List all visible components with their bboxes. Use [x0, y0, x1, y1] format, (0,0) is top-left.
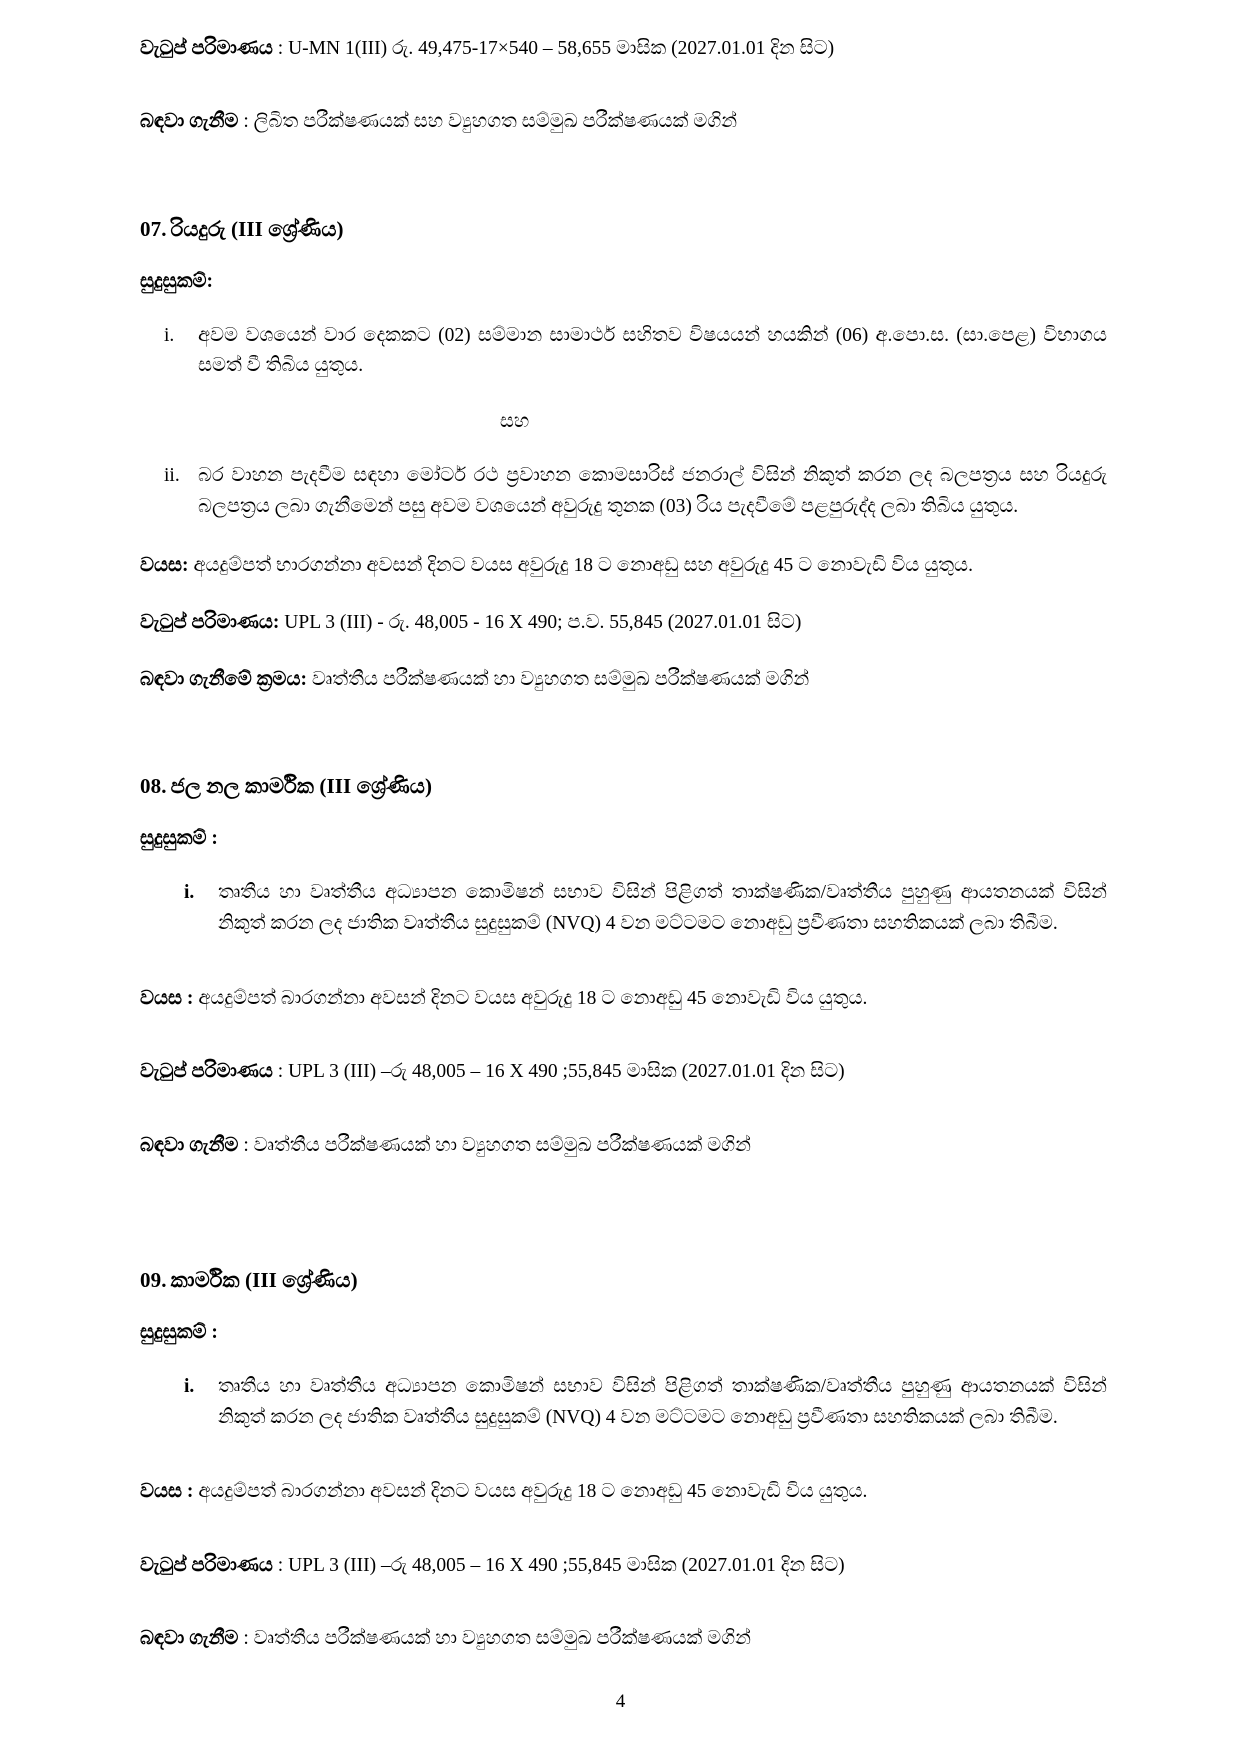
spacer	[140, 1160, 1109, 1240]
section-number-09: 09.	[140, 1267, 167, 1292]
recruitment-line-08	[140, 1131, 1109, 1160]
top-salary-value: : U-MN 1(III) රු. 49,475-17×540 – 58,655 මාසික (2027.01.01 දින සිට)	[272, 38, 835, 59]
section-number-07: 07.	[140, 216, 167, 241]
list-item	[140, 321, 1109, 383]
salary-value-08: : UPL 3 (III) –රු 48,005 – 16 X 490 ;55,845 මාසික (2027.01.01 දින සිට)	[272, 1061, 845, 1083]
spacer	[140, 523, 1109, 551]
spacer	[140, 242, 1109, 270]
section-number-08: 08.	[140, 774, 167, 799]
spacer	[140, 850, 1109, 878]
recruitment-line-07	[140, 665, 1109, 694]
spacer	[140, 1087, 1109, 1131]
qualifications-label-08: සුදුසුකම් :	[140, 828, 218, 850]
list-item	[140, 878, 1109, 940]
qualification-list-07-b	[140, 461, 1109, 523]
qualification-list-07	[140, 321, 1109, 383]
recruitment-label-08: බඳවා ගැනීම	[140, 1134, 239, 1156]
recruitment-value-08: : වෘත්තීය පරීක්ෂණයක් හා ව්‍යුහගත සම්මුඛ පරීක්ෂණයක් මගින්	[238, 1134, 751, 1156]
spacer	[140, 1013, 1109, 1057]
section-heading-08	[140, 774, 1109, 799]
spacer	[140, 940, 1109, 984]
list-marker: i.	[164, 324, 175, 346]
recruitment-value-07: වෘත්තීය පරීක්ෂණයක් හා ව්‍යුහගත සම්මුඛ පරීක්ෂණයක් මගින්	[306, 669, 810, 691]
list-item	[140, 461, 1109, 523]
salary-line-09	[140, 1551, 1109, 1580]
qualification-list-09	[140, 1372, 1109, 1434]
age-label-08: වයස :	[140, 988, 194, 1010]
list-text: බර වාහන පැදවීම සඳහා මෝටර් රථ ප්‍රවාහන කොමසාරිස් ජනරාල් විසින් නිකුත් කරන ලද බලපත්‍රය සහ රියදුරු බලපත්‍රය ලබා ගැනීමෙන් පසු අවම වශයෙන් අවුරුදු තුනක (03) රිය පැදවීමේ පළපුරුද්ද ලබා තිබිය යුතුය.	[198, 465, 1107, 517]
list-text: තෘතීය හා වෘත්තීය අධ්‍යාපන කොමිෂන් සභාව විසින් පිළිගත් තාක්ෂණික/වෘත්තීය පුහුණු ආයතනයක් විසින් නිකුත් කරන ලද ජාතික වෘත්තීය සුදුසුකම් (NVQ) 4 වන මට්ටමට නොඅඩු ප්‍රවීණතා සහතිකයක් ලබා තිබීම.	[218, 1375, 1107, 1428]
salary-line-07	[140, 608, 1109, 637]
section-title-07: රියදුරු (III ශ්‍රේණිය)	[170, 216, 344, 241]
section-heading-09	[140, 1268, 1109, 1293]
age-line-08	[140, 984, 1109, 1013]
age-value-09: අයදුම්පත් බාරගන්නා අවසන් දිනට වයස අවුරුදු 18 ට නොඅඩු 45 නොවැඩි විය යුතුය.	[193, 1481, 868, 1503]
salary-label-09: වැටුප් පරිමාණය	[140, 1554, 273, 1576]
list-item	[140, 1372, 1109, 1434]
spacer	[140, 1507, 1109, 1551]
age-line-09	[140, 1477, 1109, 1506]
salary-value-07: UPL 3 (III) - රු. 48,005 - 16 X 490; ප.ව. 55,845 (2027.01.01 සිට)	[279, 611, 802, 633]
spacer	[140, 637, 1109, 665]
top-recruitment-label: බඳවා ගැනීම	[140, 111, 239, 133]
section-title-09: කාර්මික (III ශ්‍රේණිය)	[170, 1267, 358, 1292]
spacer	[140, 63, 1109, 107]
spacer	[140, 433, 1109, 461]
recruitment-line-09	[140, 1624, 1109, 1653]
list-text: අවම වශයෙන් වාර දෙකකට (02) සම්මාන සාමාර්ථ සහිතව විෂයයන් හයකින් (06) අ.පො.ස. (සා.පෙළ) විභාගය සමත් වී තිබිය යුතුය.	[198, 324, 1107, 377]
list-text: තෘතීය හා වෘත්තීය අධ්‍යාපන කොමිෂන් සභාව විසින් පිළිගත් තාක්ෂණික/වෘත්තීය පුහුණු ආයතනයක් විසින් නිකුත් කරන ලද ජාතික වෘත්තීය සුදුසුකම් (NVQ) 4 වන මට්ටමට නොඅඩු ප්‍රවීණතා සහතිකයක් ලබා තිබීම.	[218, 882, 1107, 935]
spacer	[140, 1580, 1109, 1624]
top-recruitment-value: : ලිබිත පරීක්ෂණයක් සහ ව්‍යුහගත සම්මුඛ පරීක්ෂණයක් මගින්	[238, 111, 738, 133]
section-title-08: ජල නල කාර්මික (III ශ්‍රේණිය)	[170, 774, 433, 799]
conjunction-07: සහ	[499, 411, 530, 433]
list-marker: ii.	[164, 465, 180, 487]
age-value-08: අයදුම්පත් බාරගන්නා අවසන් දිනට වයස අවුරුදු 18 ට නොඅඩු 45 නොවැඩි විය යුතුය.	[193, 988, 868, 1010]
salary-label-07: වැටුප් පරිමාණය:	[140, 611, 280, 633]
recruitment-label-09: බඳවා ගැනීම	[140, 1627, 239, 1649]
top-recruitment-line	[140, 107, 1109, 136]
spacer	[140, 694, 1109, 774]
age-value-07: අයදුම්පත් භාරගන්නා අවසන් දිනට වයස අවුරුදු 18 ට නොඅඩු සහ අවුරුදු 45 ට නොවැඩි විය යුතුය.	[188, 554, 973, 576]
qualification-list-08	[140, 878, 1109, 940]
age-line-07	[140, 551, 1109, 580]
age-label-09: වයස :	[140, 1481, 194, 1503]
spacer	[140, 1240, 1109, 1268]
spacer	[140, 1344, 1109, 1372]
spacer	[140, 293, 1109, 321]
spacer	[140, 1293, 1109, 1321]
qualifications-label-09: සුදුසුකම් :	[140, 1321, 218, 1343]
page-number: 4	[615, 1691, 626, 1712]
section-heading-07	[140, 217, 1109, 242]
spacer	[140, 382, 1109, 410]
recruitment-label-07: බඳවා ගැනීමේ ක්‍රමය:	[140, 669, 307, 691]
top-salary-label: වැටුප් පරිමාණය	[140, 38, 273, 59]
spacer	[140, 580, 1109, 608]
list-marker: i.	[184, 882, 195, 904]
salary-value-09: : UPL 3 (III) –රු 48,005 – 16 X 490 ;55,845 මාසික (2027.01.01 දින සිට)	[272, 1554, 845, 1576]
spacer	[140, 799, 1109, 827]
top-salary-line	[140, 34, 1109, 63]
list-marker: i.	[184, 1375, 195, 1397]
recruitment-value-09: : වෘත්තීය පරීක්ෂණයක් හා ව්‍යුහගත සම්මුඛ පරීක්ෂණයක් මගින්	[238, 1627, 751, 1649]
qualifications-label-07: සුදුසුකම්:	[140, 270, 214, 292]
age-label-07: වයස:	[140, 554, 189, 576]
spacer	[140, 137, 1109, 217]
spacer	[140, 1433, 1109, 1477]
salary-label-08: වැටුප් පරිමාණය	[140, 1061, 273, 1083]
salary-line-08	[140, 1057, 1109, 1086]
